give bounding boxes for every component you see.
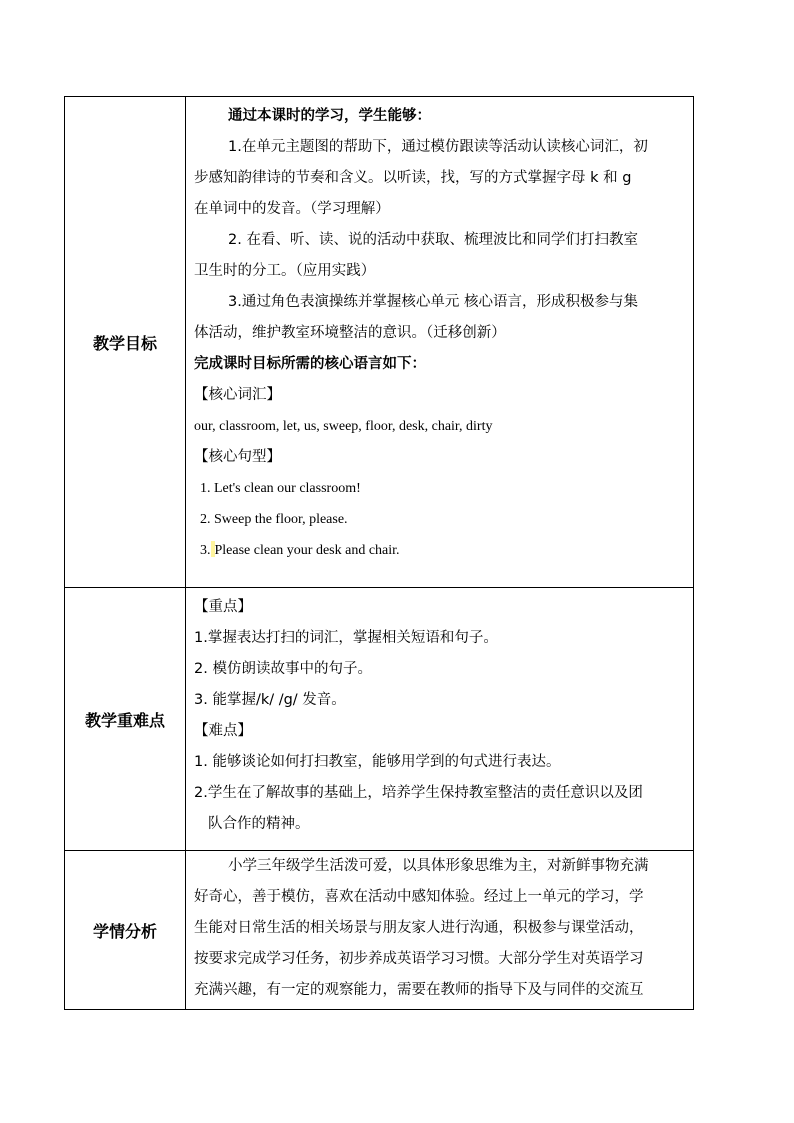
- analysis-line-4: 按要求完成学习任务，初步养成英语学习习惯。大部分学生对英语学习: [194, 951, 644, 967]
- difficulty-title: 【难点】: [194, 723, 252, 739]
- analysis-line-2: 好奇心，善于模仿，喜欢在活动中感知体验。经过上一单元的学习，学: [194, 889, 644, 905]
- core-sentence-2: 2. Sweep the floor, please.: [200, 512, 348, 527]
- goal-2-line-2: 卫生时的分工。（应用实践）: [194, 263, 376, 279]
- core-sentence-title: 【核心句型】: [194, 449, 281, 465]
- row-student-analysis: [65, 851, 694, 1010]
- core-sentence-3-number: 3.: [200, 543, 211, 558]
- goal-3-line-2: 体活动，维护教室环境整洁的意识。（迁移创新）: [194, 325, 506, 341]
- focus-2: 2. 模仿朗读故事中的句子。: [194, 661, 372, 677]
- core-language-title: 完成课时目标所需的核心语言如下：: [194, 356, 426, 372]
- label-key-points: 教学重难点: [65, 588, 186, 851]
- row-teaching-goals: [65, 97, 694, 588]
- goals-intro: 通过本课时的学习，学生能够：: [228, 108, 431, 124]
- focus-title: 【重点】: [194, 599, 252, 615]
- content-student-analysis: [186, 851, 694, 1010]
- analysis-line-3: 生能对日常生活的相关场景与朋友家人进行沟通，积极参与课堂活动，: [194, 920, 644, 936]
- focus-1: 1.掌握表达打扫的词汇，掌握相关短语和句子。: [194, 630, 498, 646]
- core-vocab-title: 【核心词汇】: [194, 387, 281, 403]
- analysis-line-5: 充满兴趣，有一定的观察能力，需要在教师的指导下及与同伴的交流互: [194, 982, 644, 998]
- goal-1-line-3: 在单词中的发音。（学习理解）: [194, 201, 390, 217]
- difficulty-1: 1. 能够谈论如何打扫教室，能够用学到的句式进行表达。: [194, 754, 561, 770]
- goal-3-line-1: 3.通过角色表演操练并掌握核心单元 核心语言，形成积极参与集: [228, 294, 638, 310]
- label-student-analysis: 学情分析: [65, 851, 186, 1010]
- core-vocab-list: our, classroom, let, us, sweep, floor, desk, chair, dirty: [194, 419, 493, 434]
- analysis-line-1: 小学三年级学生活泼可爱，以具体形象思维为主，对新鲜事物充满: [228, 858, 649, 874]
- goal-2-line-1: 2. 在看、听、读、说的活动中获取、梳理波比和同学们打扫教室: [228, 232, 638, 248]
- core-sentence-3-text: Please clean your desk and chair.: [214, 543, 400, 558]
- label-teaching-goals: 教学目标: [65, 97, 186, 588]
- core-sentence-3: [194, 535, 685, 566]
- goal-1-line-1: 1.在单元主题图的帮助下，通过模仿跟读等活动认读核心词汇，初: [228, 139, 648, 155]
- content-teaching-goals: [186, 97, 694, 588]
- difficulty-2-line-1: 2.学生在了解故事的基础上，培养学生保持教室整洁的责任意识以及团: [194, 785, 643, 801]
- lesson-plan-table: [64, 96, 694, 1010]
- focus-3: 3. 能掌握/k/ /g/ 发音。: [194, 692, 346, 708]
- row-key-points: [65, 588, 694, 851]
- goal-1-line-2: 步感知韵律诗的节奏和含义。以听读，找，写的方式掌握字母 k 和 g: [194, 170, 632, 186]
- content-key-points: [186, 588, 694, 851]
- core-sentence-1: 1. Let's clean our classroom!: [200, 481, 361, 496]
- difficulty-2-line-2: 队合作的精神。: [208, 816, 310, 832]
